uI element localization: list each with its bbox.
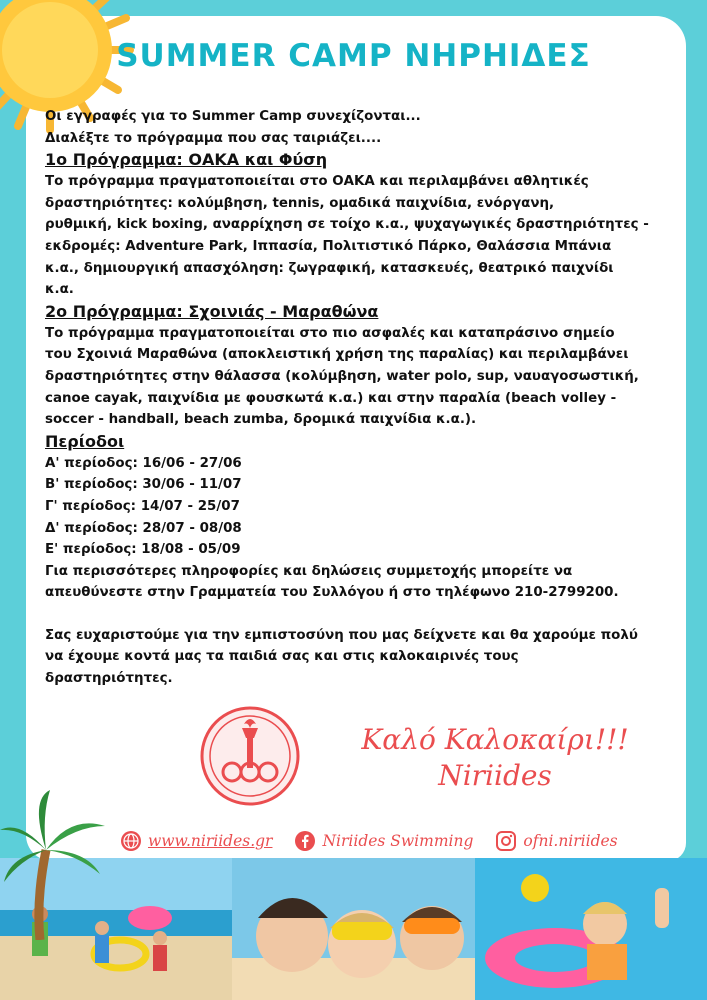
program2-heading: 2ο Πρόγραμμα: Σχοινιάς - Μαραθώνα [45,301,379,321]
program2-line: δραστηριότητες στην θάλασσα (κολύμβηση, water polo, sup, ναυαγοσωστική, [45,368,639,384]
info-line: Για περισσότερες πληροφορίες και δηλώσεις συμμετοχής μπορείτε να [45,563,573,579]
program1-line: κ.α., δημιουργική απασχόληση: ζωγραφική, κατασκευές, θεατρικό παιχνίδι [45,260,614,276]
greeting [330,722,660,794]
program1-line: δραστηριότητες: κολύμβηση, tennis, ομαδικά παιχνίδια, ενόργανη, [45,195,555,211]
website-link[interactable] [120,830,272,852]
facebook-icon [294,830,316,852]
program2-line: Το πρόγραμμα πραγματοποιείται στο πιο ασφαλές και καταπράσινο σημείο [45,325,615,341]
program2-line: του Σχοινιά Μαραθώνα (αποκλειστική χρήση της παραλίας) και περιλαμβάνει [45,347,629,363]
period-item: Ε' περίοδος: 18/08 - 05/09 [45,542,241,558]
footer-links [120,828,640,854]
poster-content [45,106,670,690]
periods-heading: Περίοδοι [45,431,125,451]
program2-line: canoe cayak, παιχνίδια με φουσκωτά κ.α.) και στην παραλία (beach volley - [45,390,617,406]
instagram-text: ofni.niriides [523,832,618,850]
club-logo [198,704,302,808]
info-line: απευθύνεστε στην Γραμματεία του Συλλόγου ή στο τηλέφωνο 210-2799200. [45,585,619,601]
kids-photo [232,858,475,1000]
pool-photo [475,858,707,1000]
period-item: Γ' περίοδος: 14/07 - 25/07 [45,498,240,514]
facebook-link[interactable] [294,830,473,852]
thanks-line: να έχουμε κοντά μας τα παιδιά σας και στις καλοκαιρινές τους [45,649,519,665]
globe-icon [120,830,142,852]
intro-line: Διαλέξτε το πρόγραμμα που σας ταιριάζει.... [45,130,382,146]
greeting-signature: Niriides [438,759,552,792]
program1-line: εκδρομές: Adventure Park, Ιππασία, Πολιτιστικό Πάρκο, Θαλάσσια Μπάνια [45,238,612,254]
facebook-text: Niriides Swimming [322,832,474,850]
period-item: Δ' περίοδος: 28/07 - 08/08 [45,520,242,536]
palm-tree-icon [0,790,110,940]
instagram-icon [495,830,517,852]
website-text: www.niriides.gr [148,832,273,850]
period-item: Β' περίοδος: 30/06 - 11/07 [45,477,242,493]
poster-title: SUMMER CAMP ΝΗΡΗΙΔΕΣ [116,38,591,74]
program1-heading: 1ο Πρόγραμμα: ΟΑΚΑ και Φύση [45,150,328,170]
greeting-line: Καλό Καλοκαίρι!!! [361,723,629,756]
program1-line: ρυθμική, kick boxing, αναρρίχηση σε τοίχο κ.α., ψυχαγωγικές δραστηριότητες - [45,217,649,233]
program1-line: Το πρόγραμμα πραγματοποιείται στο ΟΑΚΑ και περιλαμβάνει αθλητικές [45,174,589,190]
period-item: Α' περίοδος: 16/06 - 27/06 [45,455,242,471]
thanks-line: δραστηριότητες. [45,671,173,687]
thanks-line: Σας ευχαριστούμε για την εμπιστοσύνη που μας δείχνετε και θα χαρούμε πολύ [45,627,638,643]
program2-line: soccer - handball, beach zumba, δρομικά παιχνίδια κ.α.). [45,412,477,428]
program1-line: κ.α. [45,282,74,298]
instagram-link[interactable] [495,830,617,852]
intro-line: Οι εγγραφές για το Summer Camp συνεχίζονται... [45,109,421,124]
